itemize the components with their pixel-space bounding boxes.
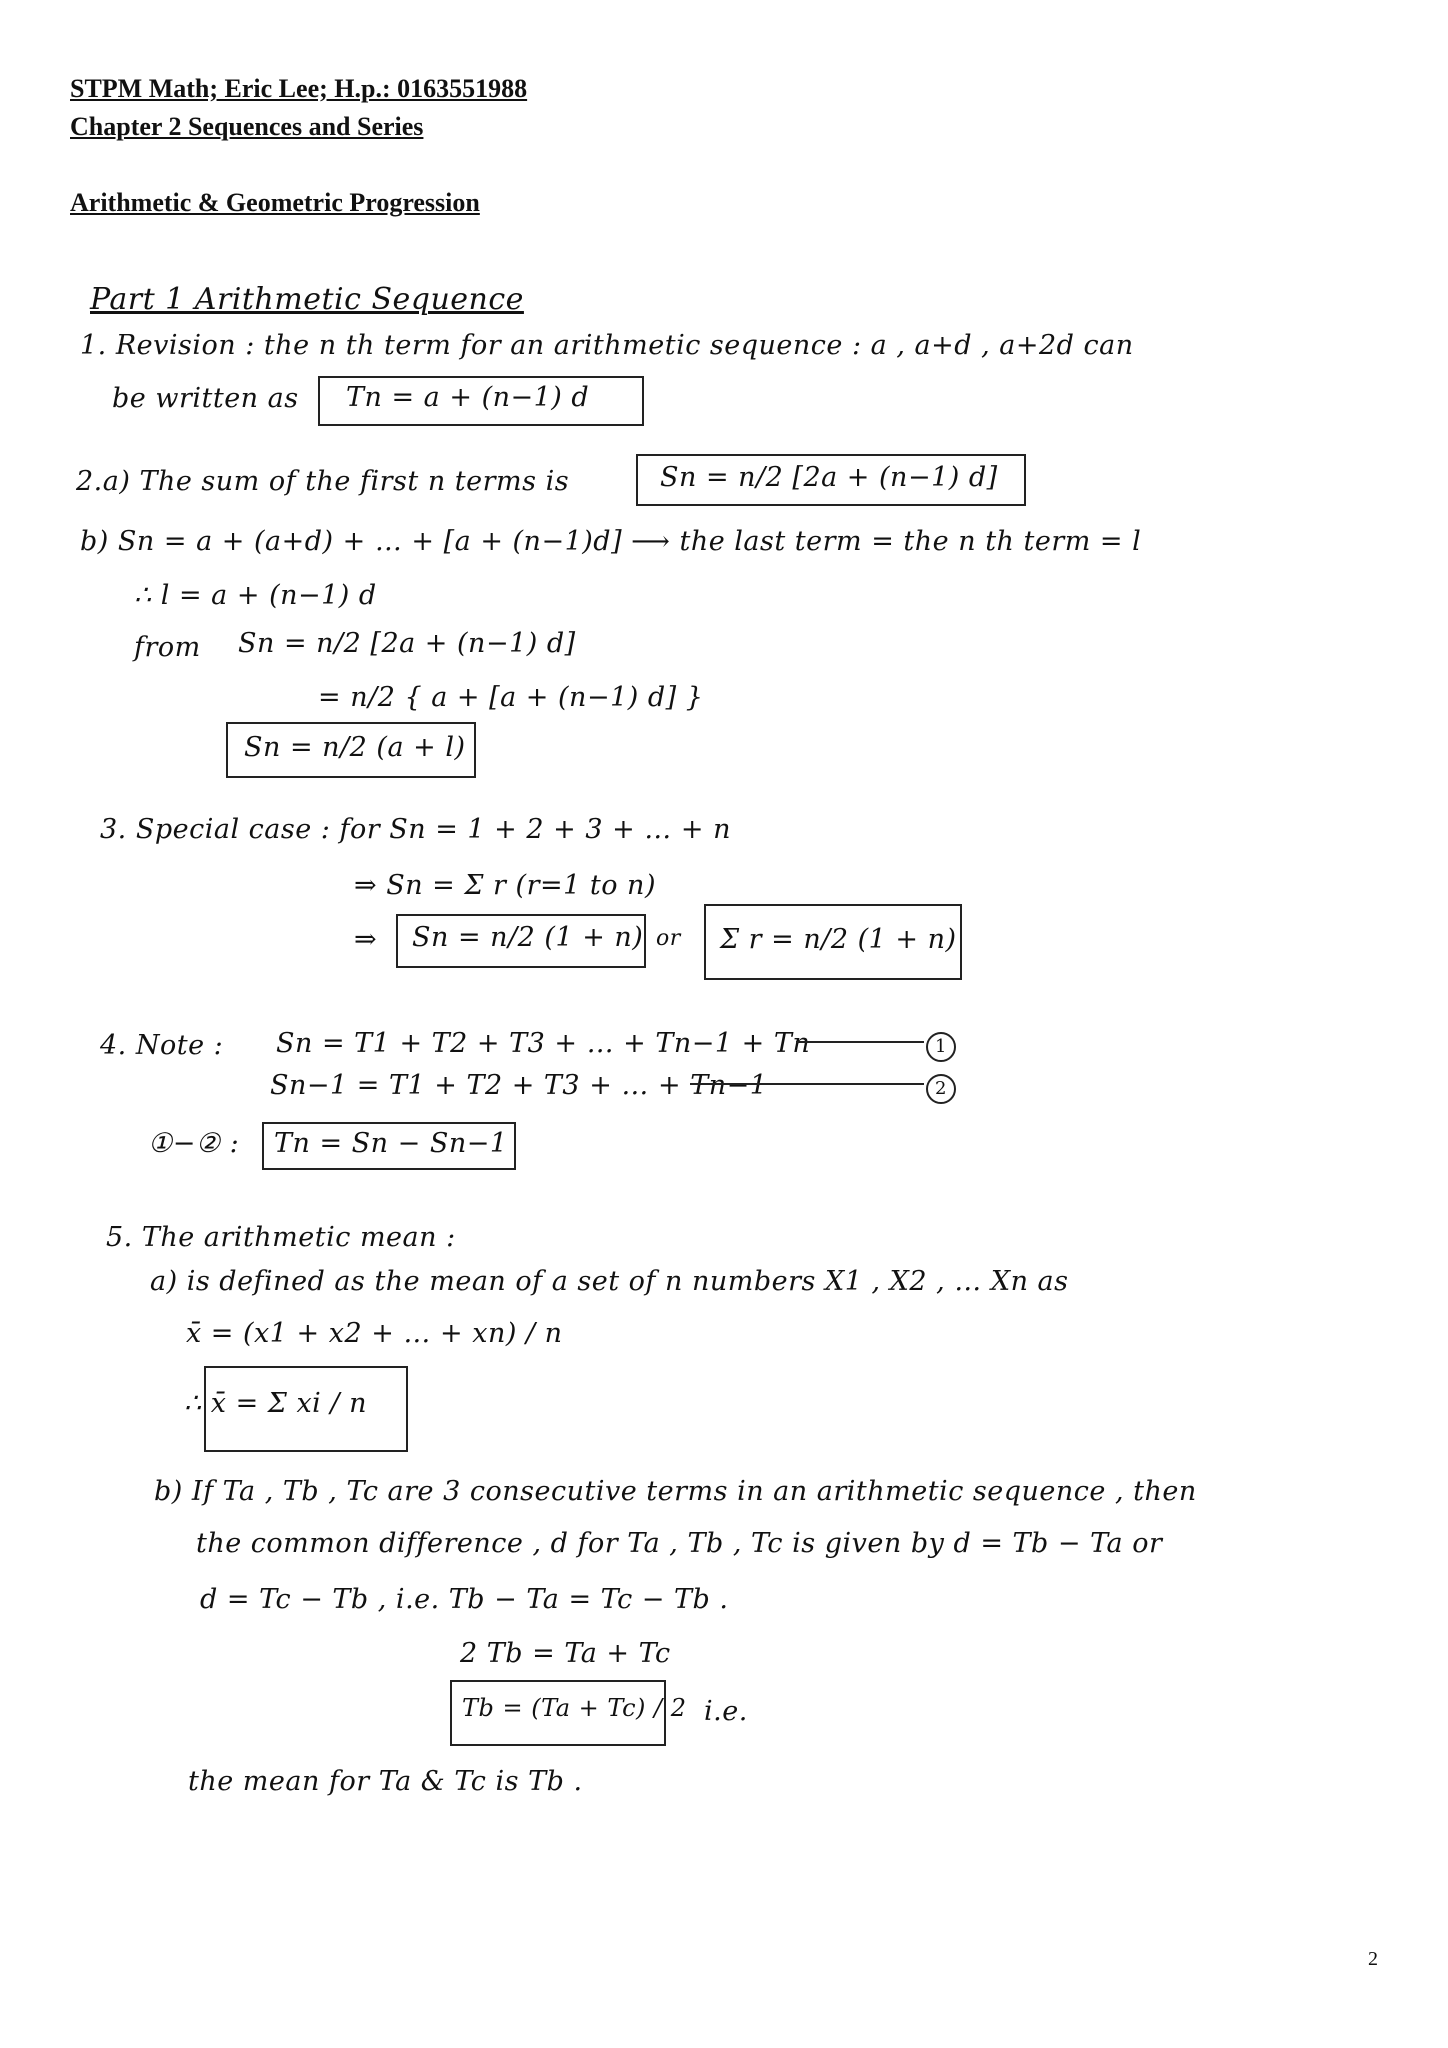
equation-marker-1: 1	[926, 1028, 956, 1062]
item1-line1: 1. Revision : the n th term for an arithmetic sequence : a , a+d , a+2d can	[80, 330, 1134, 361]
item5-a-eq: x̄ = (x1 + x2 + … + xn) / n	[186, 1318, 563, 1349]
part-title: Part 1 Arithmetic Sequence	[90, 282, 524, 317]
item4-label: 4. Note :	[100, 1030, 224, 1061]
item3-line1: 3. Special case : for Sn = 1 + 2 + 3 + … + n	[100, 814, 731, 845]
formula-nth-term: Tn = a + (n−1) d	[346, 382, 590, 413]
formula-sum-al: Sn = n/2 (a + l)	[244, 732, 466, 763]
item5-b-line1: b) If Ta , Tb , Tc are 3 consecutive terms in an arithmetic sequence , then	[154, 1476, 1197, 1507]
header-line-3: Arithmetic & Geometric Progression	[70, 188, 480, 217]
item2b-eq1: Sn = n/2 [2a + (n−1) d]	[238, 628, 576, 659]
item5-b-line3: d = Tc − Tb , i.e. Tb − Ta = Tc − Tb .	[200, 1584, 729, 1615]
item2b-last-term: ∴ l = a + (n−1) d	[134, 580, 377, 611]
formula-tn: Tn = Sn − Sn−1	[274, 1128, 508, 1159]
item3-line2: ⇒ Sn = Σ r (r=1 to n)	[354, 870, 656, 901]
item3-arrow: ⇒	[354, 924, 378, 955]
item5-final: the mean for Ta & Tc is Tb .	[188, 1766, 583, 1797]
formula-special-1: Sn = n/2 (1 + n)	[412, 922, 644, 953]
item5-b-line4: 2 Tb = Ta + Tc	[460, 1638, 671, 1669]
formula-mean: ∴ x̄ = Σ xi / n	[184, 1388, 367, 1419]
item5-title: 5. The arithmetic mean :	[106, 1222, 456, 1253]
equation-marker-2: 2	[926, 1070, 956, 1104]
item2b-eq2: = n/2 { a + [a + (n−1) d] }	[318, 682, 704, 713]
item2a-text: 2.a) The sum of the first n terms is	[76, 466, 570, 497]
item5-b-line2: the common difference , d for Ta , Tb , Tc is given by d = Tb − Ta or	[196, 1528, 1163, 1559]
page-number: 2	[1368, 1948, 1378, 1970]
item4-eq2: Sn−1 = T1 + T2 + T3 + … + Tn−1	[270, 1070, 768, 1101]
formula-tb: Tb = (Ta + Tc) / 2	[462, 1694, 687, 1722]
item5-ie: i.e.	[704, 1696, 748, 1727]
item3-or: or	[656, 926, 681, 951]
item4-diff: ①−② :	[148, 1128, 240, 1159]
item2b-text: b) Sn = a + (a+d) + … + [a + (n−1)d] ⟶ the last term = the n th term = l	[80, 526, 1142, 557]
item5-a: a) is defined as the mean of a set of n numbers X1 , X2 , … Xn as	[150, 1266, 1069, 1297]
header-line-2: Chapter 2 Sequences and Series	[70, 112, 424, 141]
formula-sum: Sn = n/2 [2a + (n−1) d]	[660, 462, 998, 493]
formula-special-2: Σ r = n/2 (1 + n)	[720, 924, 957, 955]
item2b-from: from	[134, 632, 201, 663]
item4-eq1: Sn = T1 + T2 + T3 + … + Tn−1 + Tn	[276, 1028, 811, 1059]
item1-line2: be written as	[112, 383, 299, 414]
header-line-1: STPM Math; Eric Lee; H.p.: 0163551988	[70, 74, 528, 103]
